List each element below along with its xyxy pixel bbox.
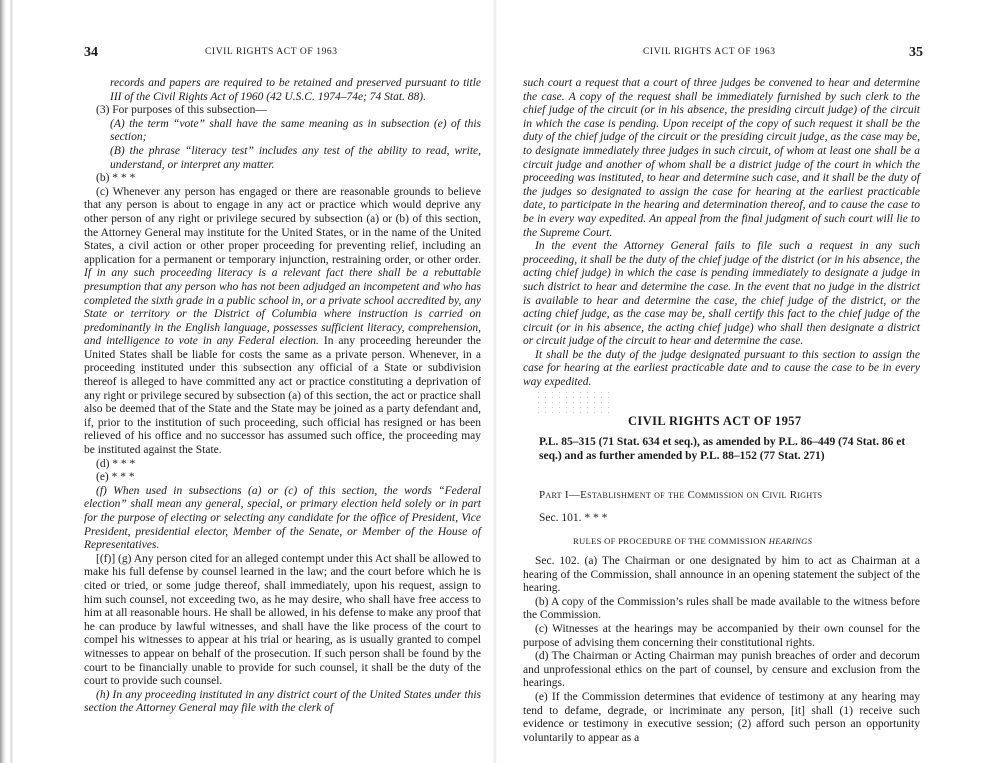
paragraph: In the event the Attorney General fails to file such a request in any such proceeding, it shall be the duty of the chief judge of the district (or in his absence, the acting chief judge) in which the case is pending immediately to designate a judge in such district to hear and determine the case. In the event that no judge in the district is available to hear and determine the case, the chief judge of the district, or the acting chief judge, as the case may be, shall certify this fact to the chief judge of the circuit (or in his absence, the acting chief judge) who shall then designate a district or circuit judge of the circuit to hear and determine the case. [523,240,920,348]
print-speckle [535,390,615,416]
paragraph: (b) * * * [96,172,136,185]
statute-citation: P.L. 85–315 (71 Stat. 634 et seq.), as amended by P.L. 86–449 (74 Stat. 86 et seq.) and as further amended by P.L. 88–152 (77 Stat. 271) [539,436,906,462]
paragraph: (d) The Chairman or Acting Chairman may punish breaches of order and decorum and unprofessional ethics on the part of counsel, by censure and exclusion from the hearings. [523,650,920,690]
right-body-text-bottom [523,555,920,745]
paragraph: Sec. 102. (a) The Chairman or one designated by him to act as Chairman at a hearing of the Commission, shall announce in an opening statement the subject of the hearing. [523,555,920,595]
rules-heading [573,536,812,546]
paragraph: (c) Witnesses at the hearings may be accompanied by their own counsel for the purpose of advising them concerning their constitutional rights. [523,622,920,649]
running-head: CIVIL RIGHTS ACT OF 1963 [205,47,338,57]
paragraph: (e) If the Commission determines that evidence of testimony at any hearing may tend to defame, degrade, or incriminate any person, [it] shall (1) receive such evidence or testimony in executive session; (2) afford such person an opportunity voluntarily to appear as a [523,690,920,744]
rules-heading-italic: HEARINGS [768,536,813,546]
paragraph: (e) * * * [96,471,135,484]
part-heading: Part I—Establishment of the Commission on Civil Rights [539,489,823,501]
paragraph: (A) the term “vote” shall have the same meaning as in subsection (e) of this section; [110,117,481,144]
paragraph-segment: If in any such proceeding literacy is a relevant fact there shall be a rebuttable presumption that any person who has not been adjudged an incompetent and who has completed the sixth grade in a public school in, or a private school accredited by, any State or territory or the District of Columbia where instruction is carried on predominantly in the English language, possesses sufficient literacy, comprehension, and intelligence to vote in any Federal election. [84,267,481,348]
page-number: 34 [84,45,98,60]
paragraph: (3) For purposes of this subsection— [96,104,267,117]
section-101: Sec. 101. * * * [539,512,608,524]
left-body-text [84,77,481,716]
page-number: 35 [909,45,923,60]
paragraph: (h) In any proceeding instituted in any district court of the United States under this section the Attorney General may file with the clerk of [84,688,481,715]
right-page [495,0,990,763]
running-head: CIVIL RIGHTS ACT OF 1963 [643,47,776,57]
paragraph: (B) the phrase “literacy test” includes any test of the ability to read, write, understand, or interpret any matter. [110,144,481,171]
paragraph: (f) When used in subsections (a) or (c) of this section, the words “Federal election” shall mean any general, special, or primary election held solely or in part for the purpose of electing or selecting any candidate for the office of President, Vice President, presidential elector, Member of the Senate, or Member of the House of Representatives. [84,484,481,552]
paragraph-segment: (c) Whenever any person has engaged or there are reasonable grounds to believe that any person is about to engage in any act or practice which would deprive any other person of any right or privilege secured by subsection (a) or (b) of this section, the Attorney General may institute for the United States, or in the name of the United States, a civil action or other proper proceeding for preventing relief, including an application for a permanent or temporary injunction, restraining order, or other order. [84,185,481,266]
right-body-text-top [523,77,920,390]
paragraph: records and papers are required to be retained and preserved pursuant to title III of the Civil Rights Act of 1960 (42 U.S.C. 1974–74e; 74 Stat. 88). [110,77,481,103]
paragraph: It shall be the duty of the judge designated pursuant to this section to assign the case for hearing at the earliest practicable date and to cause the case to be in every way expedited. [523,348,920,389]
paragraph: (b) A copy of the Commission’s rules shall be made available to the witness before the Commission. [523,595,920,622]
paragraph [84,186,481,458]
section-title: CIVIL RIGHTS ACT OF 1957 [628,414,802,428]
paragraph: such court a request that a court of three judges be convened to hear and determine the case. A copy of the request shall be immediately furnished by such clerk to the chief judge of the circuit (or in his absence, the presiding circuit judge) of the circuit in which the case is pending. Upon receipt of the copy of such request it shall be the duty of the chief judge of the circuit or the presiding circuit judge, as the case may be, to designate immediately three judges in such circuit, of whom at least one shall be a circuit judge and another of whom shall be a district judge of the court in which the proceeding was instituted, to hear and determine such case, and it shall be the duty of the judges so designated to assign the case for hearing at the earliest practicable date, to participate in the hearing and determination thereof, and to cause the case to be in every way expedited. An appeal from the final judgment of such court will lie to the Supreme Court. [523,77,920,239]
paragraph: [(f)] (g) Any person cited for an alleged contempt under this Act shall be allowed to make his full defense by counsel learned in the law; and the court before which he is cited or tried, or some judge thereof, shall immediately, upon his request, assign to him such counsel, not exceeding two, as he may desire, who shall have free access to him at all reasonable hours. He shall be allowed, in his defense to make any proof that he can produce by lawful witnesses, and shall have the like process of the court to compel his witnesses to appear at his trial or hearing, as is usually granted to compel witnesses to appear on behalf of the prosecution. If such person shall be found by the court to be financially unable to provide for such counsel, it shall be the duty of the court to provide such counsel. [84,552,481,688]
rules-heading-text: RULES OF PROCEDURE OF THE COMMISSION [573,536,769,546]
paragraph: (d) * * * [96,457,136,470]
paragraph-segment: In any proceeding hereunder the United States shall be liable for costs the same as a private person. Whenever, in a proceeding instituted under this subsection any official of a State or subdivision thereof is alleged to have committed any act or practice constituting a deprivation of any right or privilege secured by subsection (a) of this section, the act or practice shall also be deemed that of the State and the State may be joined as a party defendant and, if, prior to the institution of such proceeding, such official has resigned or has been relieved of his office and no successor has assumed such office, the proceeding may be instituted against the State. [84,335,482,457]
